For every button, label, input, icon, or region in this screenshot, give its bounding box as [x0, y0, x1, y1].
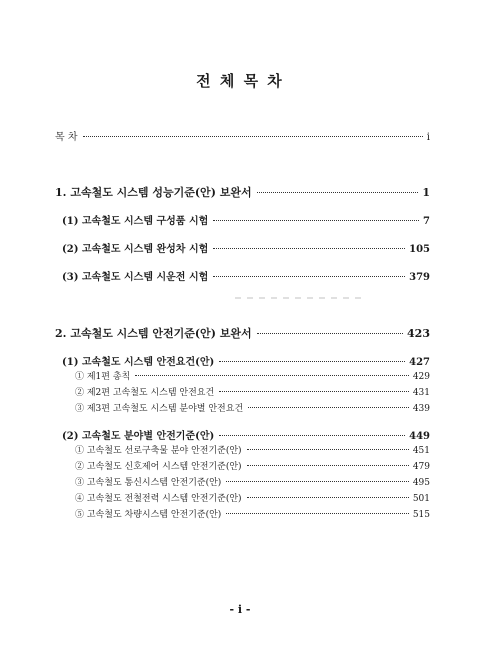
- leader-dots: [226, 513, 408, 514]
- toc-group-1: [62, 353, 430, 368]
- leader-dots: [226, 481, 408, 482]
- toc-group-2: [62, 427, 430, 442]
- toc-page-number: 1: [422, 186, 430, 199]
- toc-label: (2) 고속철도 시스템 완성차 시험: [62, 244, 209, 255]
- toc-section-2: [55, 325, 430, 341]
- toc-subitem: [75, 459, 430, 472]
- leader-dots: [257, 333, 403, 334]
- toc-page-number: 451: [412, 446, 430, 456]
- toc-page-number: 379: [409, 272, 430, 283]
- leader-dots: [219, 435, 405, 436]
- leader-dots: [247, 497, 409, 498]
- toc-subitem: [75, 385, 430, 398]
- toc-page-number: 431: [412, 388, 430, 398]
- leader-dots: [213, 276, 405, 277]
- toc-page-number: 105: [409, 244, 430, 255]
- toc-label: 목 차: [55, 132, 78, 143]
- toc-page-number: 495: [412, 478, 430, 488]
- leader-dots: [219, 361, 405, 362]
- toc-page-number: 515: [412, 510, 430, 520]
- toc-page-number: 423: [407, 327, 430, 340]
- leader-dots: [219, 391, 409, 392]
- toc-page-number: 7: [423, 216, 430, 227]
- toc-label: ③ 제3편 고속철도 시스템 분야별 안전요건: [75, 404, 244, 414]
- leader-dots: [248, 407, 409, 408]
- toc-label: (2) 고속철도 분야별 안전기준(안): [62, 431, 215, 442]
- toc-page-number: i: [426, 132, 430, 143]
- page-footer-number: - i -: [229, 603, 251, 616]
- toc-page-number: 439: [412, 404, 430, 414]
- toc-item: [62, 240, 430, 255]
- toc-section-1: [55, 184, 430, 200]
- toc-label: 2. 고속철도 시스템 안전기준(안) 보완서: [55, 327, 252, 340]
- toc-label: ⑤ 고속철도 차량시스템 안전기준(안): [75, 510, 222, 520]
- scan-artifact: [235, 297, 365, 299]
- toc-page-number: 429: [412, 372, 430, 382]
- toc-subitem: [75, 369, 430, 382]
- toc-label: ① 제1편 총칙: [75, 372, 131, 382]
- toc-label: ④ 고속철도 전철전력 시스템 안전기준(안): [75, 494, 242, 504]
- page-title: 전 체 목 차: [196, 72, 284, 90]
- toc-page-number: 501: [412, 494, 430, 504]
- leader-dots: [213, 220, 419, 221]
- toc-page-number: 427: [409, 357, 430, 368]
- toc-item: [62, 212, 430, 227]
- toc-subitem: [75, 475, 430, 488]
- toc-item: [62, 268, 430, 283]
- toc-subitem: [75, 507, 430, 520]
- toc-page-number: 479: [412, 462, 430, 472]
- leader-dots: [135, 375, 409, 376]
- toc-subitem: [75, 401, 430, 414]
- toc-label: 1. 고속철도 시스템 성능기준(안) 보완서: [55, 186, 252, 199]
- toc-subitem: [75, 491, 430, 504]
- leader-dots: [213, 248, 405, 249]
- toc-label: (1) 고속철도 시스템 구성품 시험: [62, 216, 209, 227]
- leader-dots: [247, 465, 409, 466]
- leader-dots: [83, 136, 423, 137]
- toc-label: (3) 고속철도 시스템 시운전 시험: [62, 272, 209, 283]
- toc-page-number: 449: [409, 431, 430, 442]
- toc-label: ① 고속철도 선로구축물 분야 안전기준(안): [75, 446, 242, 456]
- toc-entry-contents: [55, 128, 430, 143]
- toc-label: ② 제2편 고속철도 시스템 안전요건: [75, 388, 215, 398]
- leader-dots: [247, 449, 409, 450]
- toc-subitem: [75, 443, 430, 456]
- toc-label: (1) 고속철도 시스템 안전요건(안): [62, 357, 215, 368]
- leader-dots: [257, 192, 419, 193]
- toc-label: ③ 고속철도 통신시스템 안전기준(안): [75, 478, 222, 488]
- toc-label: ② 고속철도 신호제어 시스템 안전기준(안): [75, 462, 242, 472]
